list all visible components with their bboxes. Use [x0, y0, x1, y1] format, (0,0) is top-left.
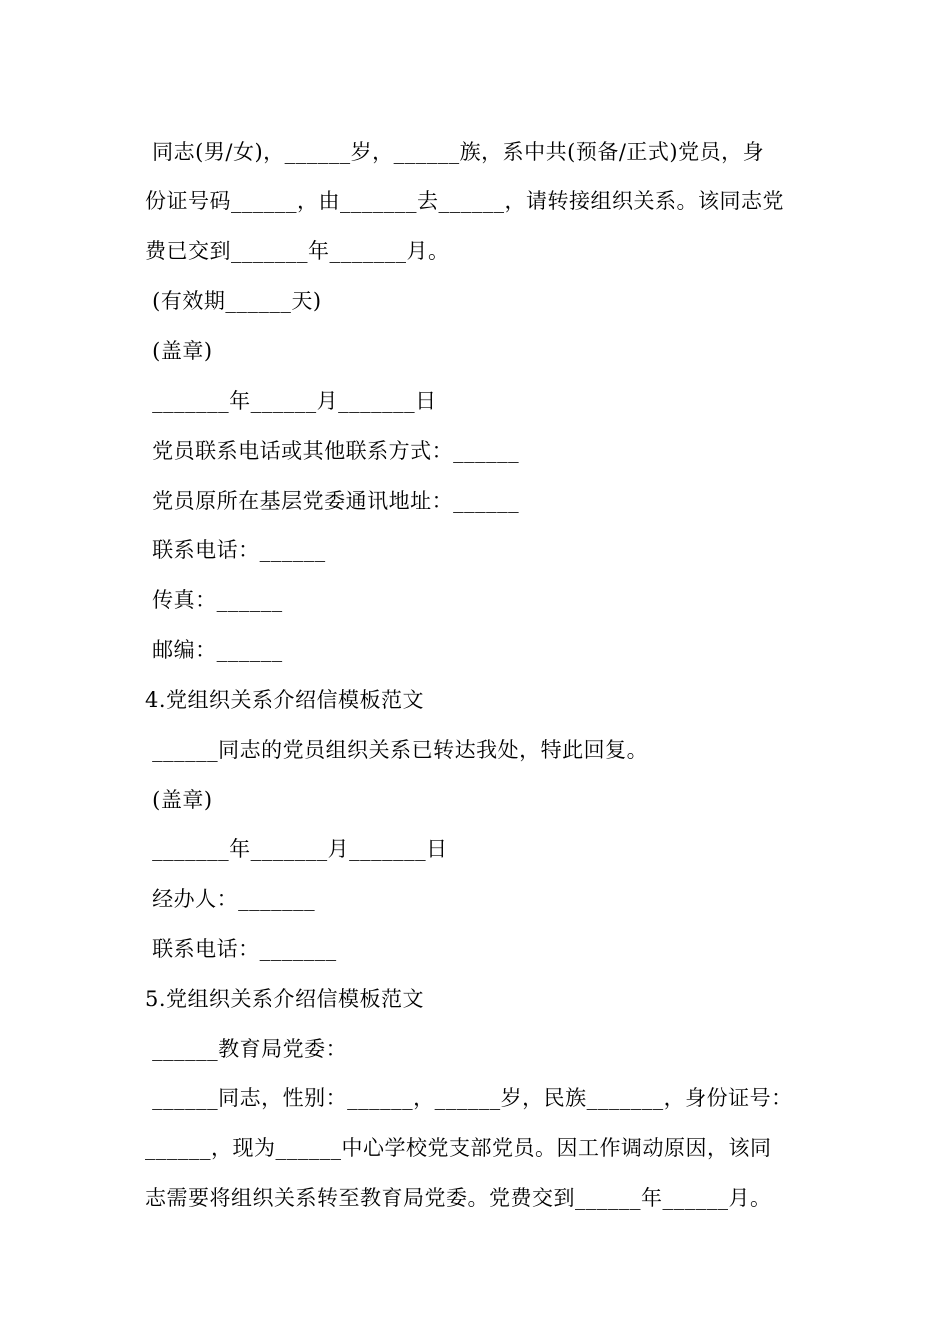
original-address-line: 党员原所在基层党委通讯地址：______	[145, 489, 520, 513]
letter-paragraph-line-2: 份证号码______，由_______去______，请转接组织关系。该同志党	[145, 189, 784, 213]
letter-body-line-3: 志需要将组织关系转至教育局党委。党费交到______年______月。	[145, 1186, 772, 1210]
letter-paragraph-line-1: 同志(男/女)，______岁，______族，系中共(预备/正式)党员，身	[145, 140, 765, 164]
section-heading-4: 4.党组织关系介绍信模板范文	[145, 688, 425, 712]
fax-line: 传真：______	[145, 588, 283, 612]
seal-label: (盖章)	[145, 339, 213, 363]
date-line: _______年______月_______日	[145, 389, 437, 413]
addressee-line: ______教育局党委：	[145, 1037, 348, 1061]
postcode-line: 邮编：______	[145, 638, 283, 662]
seal-label-2: (盖章)	[145, 788, 213, 812]
letter-body-line-2: ______，现为______中心学校党支部党员。因工作调动原因，该同	[145, 1136, 772, 1160]
letter-paragraph-line-3: 费已交到_______年_______月。	[145, 239, 450, 263]
section-heading-5: 5.党组织关系介绍信模板范文	[145, 987, 425, 1011]
reply-paragraph: ______同志的党员组织关系已转达我处，特此回复。	[145, 738, 649, 762]
letter-body-line-1: ______同志，性别：______，______岁，民族_______，身份证号：	[145, 1086, 793, 1110]
member-contact-line: 党员联系电话或其他联系方式：______	[145, 439, 520, 463]
handler-line: 经办人：_______	[145, 887, 316, 911]
phone-line: 联系电话：______	[145, 538, 326, 562]
phone-line-2: 联系电话：_______	[145, 937, 337, 961]
validity-period: (有效期______天)	[145, 289, 322, 313]
date-line-2: _______年_______月_______日	[145, 837, 448, 861]
